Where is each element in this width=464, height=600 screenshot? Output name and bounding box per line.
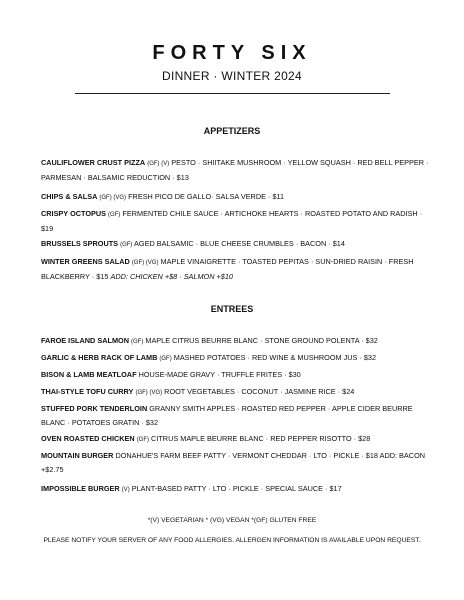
menu-item: [41, 255, 433, 284]
item-description: MASHED POTATOES · RED WINE & MUSHROOM JUS · $32: [173, 353, 377, 362]
menu-item: [41, 351, 433, 366]
item-description: MAPLE VINAIGRETTE · TOASTED PEPITAS · SUN-DRIED RAISIN · FRESH BLACKBERRY · $15: [41, 257, 414, 281]
item-addon: ADD: CHICKEN +$8 · SALMON +$10: [110, 272, 233, 281]
item-tags: (GF): [131, 339, 144, 345]
item-tags: (GF) (VG): [131, 260, 159, 266]
menu-item: [41, 334, 433, 349]
item-description: PESTO · SHIITAKE MUSHROOM · YELLOW SQUASH · RED BELL PEPPER · PARMESAN · BALSAMIC REDUCTION · $13: [41, 158, 429, 182]
item-name: OVEN ROASTED CHICKEN: [41, 434, 135, 443]
item-description: PLANT-BASED PATTY · LTO · PICKLE · SPECIAL SAUCE · $17: [131, 484, 342, 493]
item-tags: (GF): [136, 437, 150, 443]
item-name: IMPOSSIBLE BURGER: [41, 484, 120, 493]
restaurant-name: FORTY SIX: [152, 42, 312, 64]
item-tags: (V): [121, 487, 130, 493]
item-name: GARLIC & HERB RACK OF LAMB: [41, 353, 158, 362]
item-tags: (GF) (V): [147, 161, 170, 167]
item-tags: (GF) (VG): [99, 195, 127, 201]
item-name: STUFFED PORK TENDERLOIN: [41, 404, 148, 413]
item-name: BRUSSELS SPROUTS: [41, 239, 119, 248]
item-description: MAPLE CITRUS BEURRE BLANC · STONE GROUND POLENTA · $32: [145, 336, 378, 345]
header-divider: [75, 93, 390, 94]
item-name: THAI-STYLE TOFU CURRY: [41, 387, 134, 396]
item-description: GRANNY SMITH APPLES · ROASTED RED PEPPER · APPLE CIDER BEURRE BLANC · POTATOES GRATIN · $32: [41, 404, 413, 427]
menu-item: [41, 482, 433, 497]
dietary-legend: *(V) VEGETARIAN * (VG) VEGAN *(GF) GLUTEN FREE: [147, 517, 317, 524]
menu-item: [41, 190, 433, 205]
item-name: WINTER GREENS SALAD: [41, 257, 130, 266]
item-tags: (GF) (VG): [135, 390, 163, 396]
item-description: ROOT VEGETABLES · COCONUT · JASMINE RICE · $24: [164, 387, 355, 396]
item-description: DONAHUE'S FARM BEEF PATTY · VERMONT CHEDDAR · LTO · PICKLE · $18 ADD: BACON +$2.75: [41, 451, 426, 474]
item-description: FRESH PICO DE GALLO· SALSA VERDE · $11: [128, 192, 285, 201]
menu-item: [41, 237, 433, 252]
appetizers-heading: APPETIZERS: [203, 126, 261, 136]
item-name: CRISPY OCTOPUS: [41, 209, 107, 218]
allergy-notice: PLEASE NOTIFY YOUR SERVER OF ANY FOOD ALLERGIES. ALLERGEN INFORMATION IS AVAILABLE UPON REQUEST.: [43, 537, 421, 544]
menu-subtitle: DINNER · WINTER 2024: [161, 69, 303, 83]
menu-item: [41, 432, 433, 447]
item-description: HOUSE-MADE GRAVY · TRUFFLE FRITES · $30: [138, 370, 301, 379]
menu-item: [41, 385, 433, 400]
item-name: CAULIFLOWER CRUST PIZZA: [41, 158, 146, 167]
item-description: FERMENTED CHILE SAUCE · ARTICHOKE HEARTS · ROASTED POTATO AND RADISH · $19: [41, 209, 423, 233]
item-tags: (GF): [120, 242, 133, 248]
item-name: FAROE ISLAND SALMON: [41, 336, 129, 345]
menu-item: [41, 207, 433, 236]
item-tags: (GF): [108, 212, 121, 218]
entrees-heading: ENTREES: [210, 304, 254, 314]
menu-item: [41, 368, 433, 382]
item-name: MOUNTAIN BURGER: [41, 451, 114, 460]
item-tags: (GF): [159, 356, 172, 362]
item-description: CITRUS MAPLE BEURRE BLANC · RED PEPPER RISOTTO · $28: [151, 434, 371, 443]
item-name: CHIPS & SALSA: [41, 192, 98, 201]
item-description: AGED BALSAMIC · BLUE CHEESE CRUMBLES · BACON · $14: [134, 239, 345, 248]
menu-item: [41, 402, 433, 430]
item-name: BISON & LAMB MEATLOAF: [41, 370, 137, 379]
menu-item: [41, 449, 433, 477]
menu-item: [41, 156, 433, 185]
